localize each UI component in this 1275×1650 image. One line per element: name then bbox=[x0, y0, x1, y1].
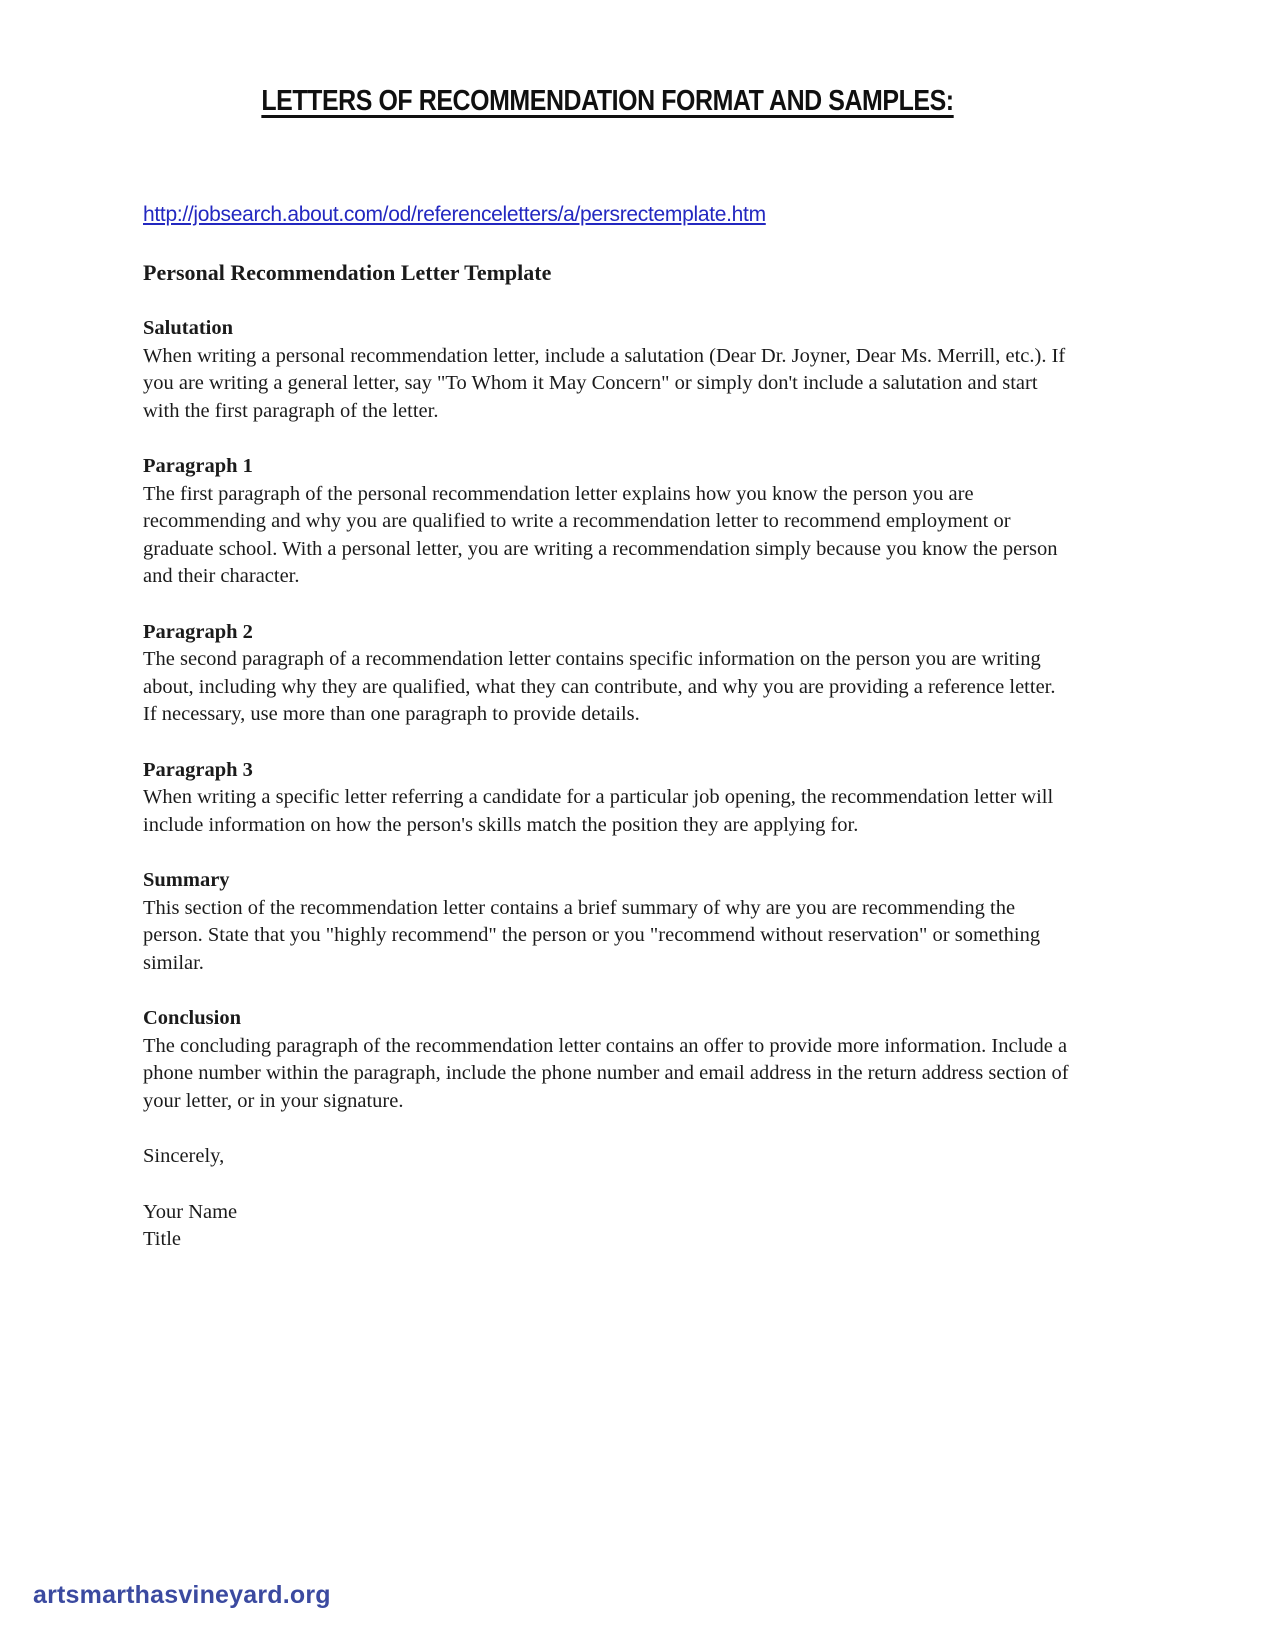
signature-block bbox=[143, 1199, 1073, 1254]
signature-title: Title bbox=[143, 1228, 181, 1250]
signature-name: Your Name bbox=[143, 1200, 238, 1223]
section-heading: Summary bbox=[143, 869, 230, 891]
section-body: When writing a personal recommendation letter, include a salutation (Dear Dr. Joyner, Dear Ms. Merrill, etc.). If you are writing a general letter, say "To Whom it May Concern" or simply don't include a salutation and start with the first paragraph of the letter. bbox=[143, 344, 1066, 422]
section-summary bbox=[143, 867, 1073, 977]
section-heading: Salutation bbox=[143, 317, 233, 339]
section-paragraph-3 bbox=[143, 757, 1073, 840]
section-heading: Paragraph 3 bbox=[143, 758, 253, 781]
closing-valediction: Sincerely, bbox=[143, 1145, 225, 1167]
section-body: The first paragraph of the personal recommendation letter explains how you know the person you are recommending and why you are qualified to write a recommendation letter to recommend employment or graduate school. With a personal letter, you are writing a recommendation simply because you know the person and their character. bbox=[143, 482, 1058, 587]
source-url-link[interactable]: http://jobsearch.about.com/od/referenceletters/a/persrectemplate.htm bbox=[143, 203, 766, 226]
section-heading: Conclusion bbox=[143, 1007, 241, 1029]
section-heading: Paragraph 1 bbox=[143, 455, 253, 477]
section-heading: Paragraph 2 bbox=[143, 620, 253, 643]
document-content bbox=[143, 84, 1073, 1254]
document-subtitle: Personal Recommendation Letter Template bbox=[143, 260, 552, 285]
section-paragraph-2 bbox=[143, 619, 1073, 729]
title-row bbox=[143, 84, 1073, 123]
section-body: The concluding paragraph of the recommendation letter contains an offer to provide more information. Include a phone number within the paragraph, include the phone number and email address in the return address section of your letter, or in your signature. bbox=[143, 1034, 1069, 1112]
footer-watermark: artsmarthasvineyard.org bbox=[33, 1581, 331, 1609]
section-body: When writing a specific letter referring a candidate for a particular job opening, the recommendation letter will include information on how the person's skills match the position they are applying for. bbox=[143, 786, 1054, 836]
section-conclusion bbox=[143, 1005, 1073, 1115]
section-body: The second paragraph of a recommendation letter contains specific information on the person you are writing about, including why they are qualified, what they can contribute, and why you are providing a reference letter. If necessary, use more than one paragraph to provide details. bbox=[143, 648, 1056, 725]
page-title: LETTERS OF RECOMMENDATION FORMAT AND SAMPLES: bbox=[261, 85, 955, 117]
section-salutation bbox=[143, 315, 1073, 425]
link-row bbox=[143, 201, 1073, 231]
section-body: This section of the recommendation letter contains a brief summary of why are you are recommending the person. State that you "highly recommend" the person or you "recommend without reservation" or something similar. bbox=[143, 896, 1041, 974]
section-paragraph-1 bbox=[143, 453, 1073, 591]
